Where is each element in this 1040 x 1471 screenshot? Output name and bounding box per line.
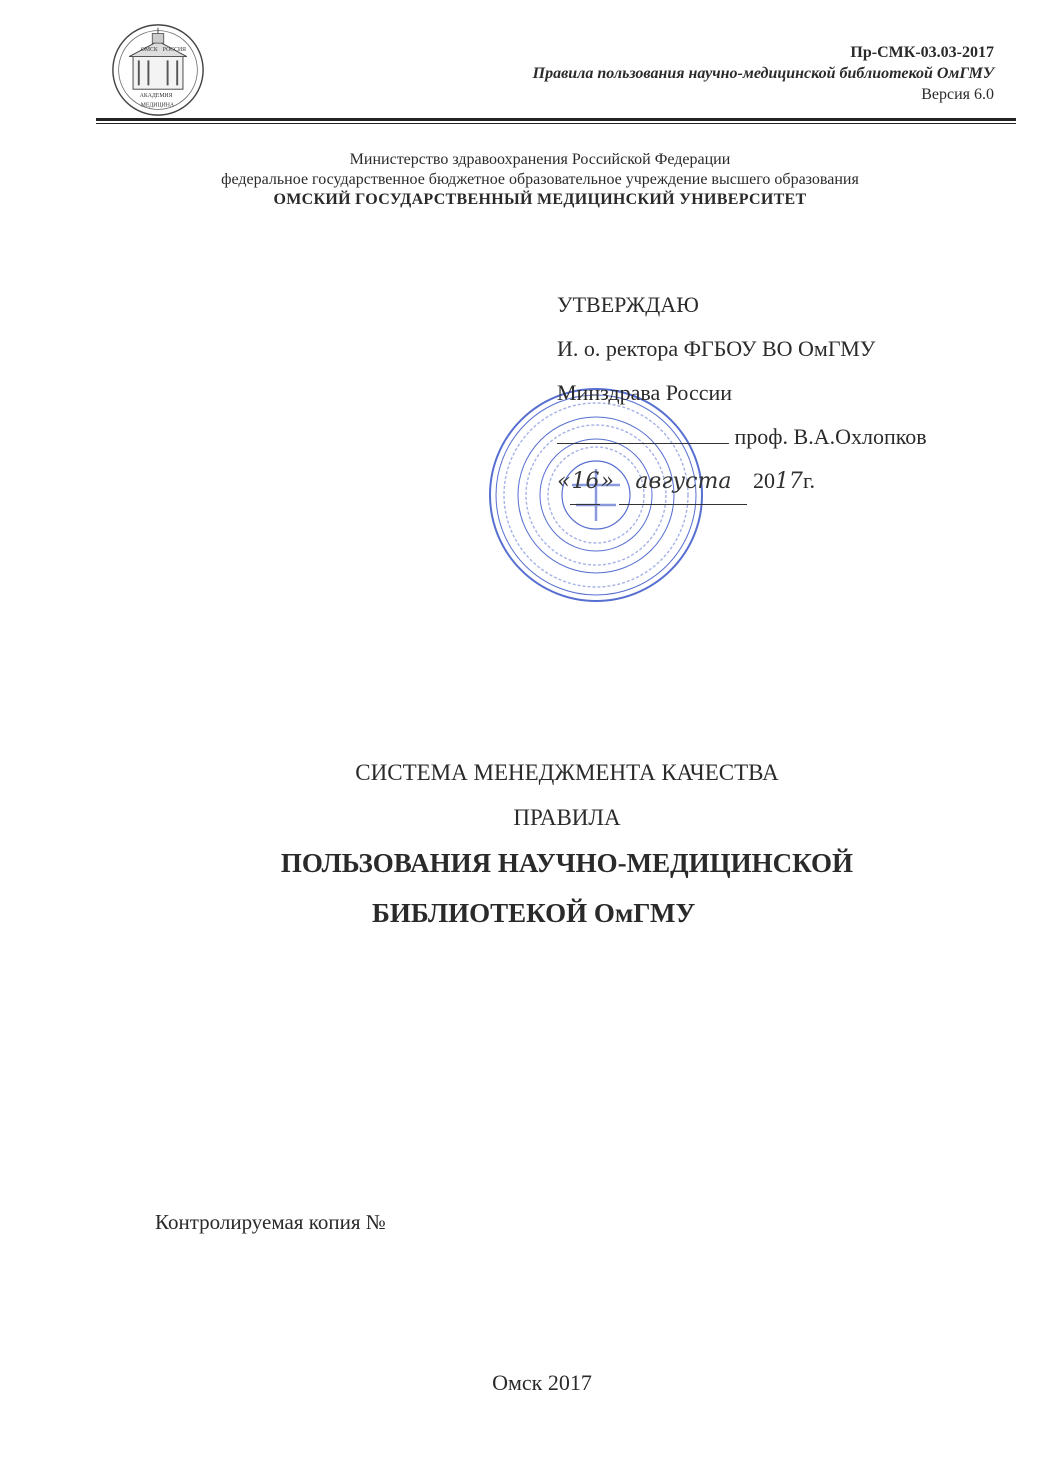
document-version: Версия 6.0	[921, 86, 994, 103]
signatory-name: проф. В.А.Охлопков	[734, 424, 927, 449]
approver-ministry: Минздрава России	[557, 380, 733, 405]
document-header-title: Правила пользования научно-медицинской библиотекой ОмГМУ	[532, 65, 994, 82]
doc-type-heading: ПРАВИЛА	[513, 805, 621, 830]
svg-text:МЕДИЦИНА: МЕДИЦИНА	[140, 102, 175, 109]
date-day: 16	[570, 460, 600, 505]
signature-blank	[557, 443, 729, 444]
organization-block	[0, 150, 1040, 210]
svg-text:АКАДЕМИЯ: АКАДЕМИЯ	[139, 92, 173, 99]
approval-block	[557, 283, 927, 505]
header-rule-thick	[96, 118, 1016, 121]
controlled-copy-label: Контролируемая копия №	[155, 1210, 386, 1234]
title-line-1: ПОЛЬЗОВАНИЯ НАУЧНО-МЕДИЦИНСКОЙ	[280, 848, 854, 878]
city-year: Омск 2017	[492, 1370, 592, 1395]
document-header	[533, 42, 994, 105]
header-rule-thin	[96, 123, 1016, 124]
svg-text:ОМСК: ОМСК	[140, 46, 158, 53]
svg-text:РОССИЯ: РОССИЯ	[162, 46, 186, 53]
university-name: ОМСКИЙ ГОСУДАРСТВЕННЫЙ МЕДИЦИНСКИЙ УНИВЕРСИТЕТ	[273, 191, 807, 208]
qms-heading: СИСТЕМА МЕНЕДЖМЕНТА КАЧЕСТВА	[355, 760, 779, 785]
approver-position: И. о. ректора ФГБОУ ВО ОмГМУ	[557, 336, 876, 361]
date-year: 17	[774, 469, 803, 494]
university-logo	[110, 22, 206, 118]
date-month: августа	[619, 460, 747, 505]
approve-word: УТВЕРЖДАЮ	[557, 292, 699, 317]
ministry-name: Министерство здравоохранения Российской Федерации	[349, 151, 731, 168]
institution-type: федеральное государственное бюджетное образовательное учреждение высшего образования	[221, 171, 859, 188]
document-code: Пр-СМК-03.03-2017	[850, 44, 994, 61]
signature-line	[557, 415, 927, 459]
title-line-2: БИБЛИОТЕКОЙ ОмГМУ	[372, 898, 696, 928]
approval-date: «16» августа 2017г.	[557, 459, 927, 505]
